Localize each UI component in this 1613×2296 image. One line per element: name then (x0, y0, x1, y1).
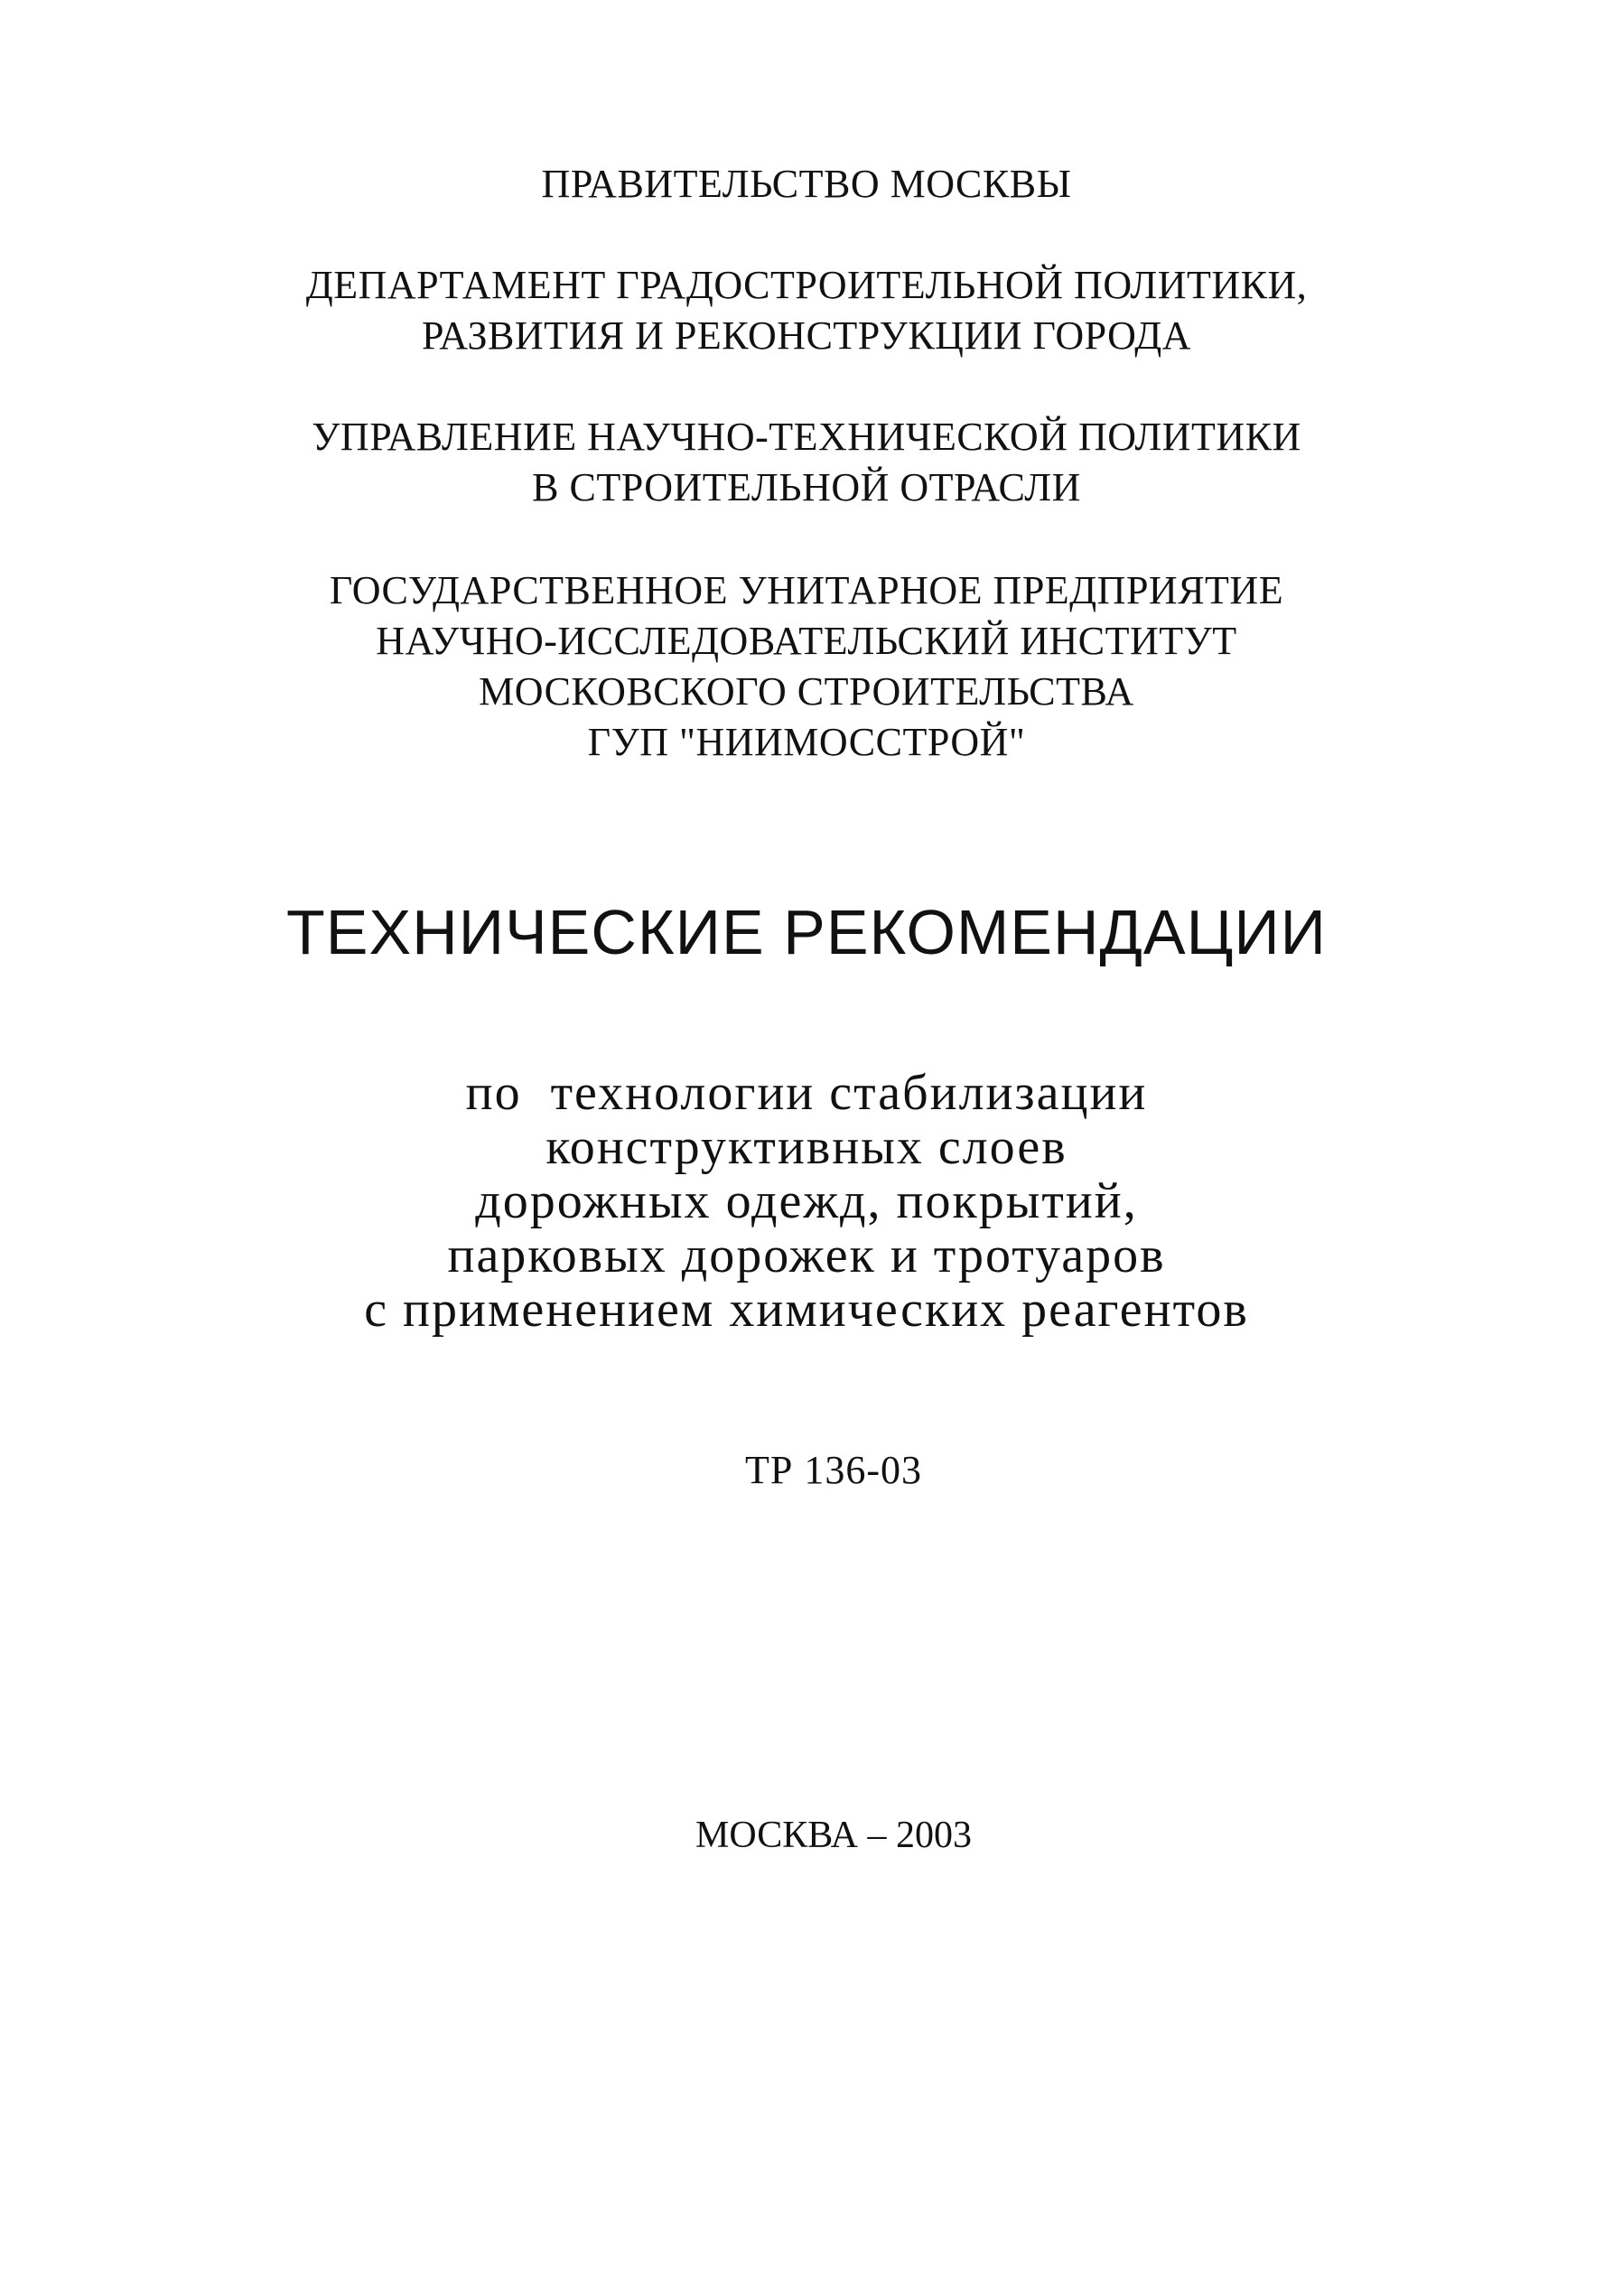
subject-line-5: с применением химических реагентов (364, 1282, 1249, 1338)
document-type-line: ТЕХНИЧЕСКИЕ РЕКОМЕНДАЦИИ (286, 897, 1327, 967)
department-line-1: ДЕПАРТАМЕНТ ГРАДОСТРОИТЕЛЬНОЙ ПОЛИТИКИ, (305, 263, 1308, 307)
government-line: ПРАВИТЕЛЬСТВО МОСКВЫ (541, 162, 1072, 206)
government-name (0, 159, 1613, 210)
place-and-year (0, 1810, 1613, 1861)
institute-line-4: ГУП "НИИМОССТРОЙ" (587, 720, 1026, 764)
subject-line-4: парковых дорожек и тротуаров (447, 1227, 1166, 1283)
document-subject (0, 1066, 1613, 1337)
directorate-line-2: В СТРОИТЕЛЬНОЙ ОТРАСЛИ (532, 465, 1081, 509)
document-type-title (0, 894, 1613, 970)
subject-line-1: по технологии стабилизации (465, 1065, 1148, 1121)
department-line-2: РАЗВИТИЯ И РЕКОНСТРУКЦИИ ГОРОДА (421, 313, 1192, 358)
institute-line-1: ГОСУДАРСТВЕННОЕ УНИТАРНОЕ ПРЕДПРИЯТИЕ (329, 568, 1284, 612)
institute-name (0, 565, 1613, 768)
document-code-line: ТР 136-03 (745, 1448, 922, 1492)
document-code (0, 1445, 1613, 1496)
department-name (0, 260, 1613, 361)
institute-line-2: НАУЧНО-ИССЛЕДОВАТЕЛЬСКИЙ ИНСТИТУТ (376, 619, 1237, 663)
subject-line-3: дорожных одежд, покрытий, (475, 1173, 1138, 1229)
place-year-line: МОСКВА – 2003 (695, 1815, 972, 1856)
subject-line-2: конструктивных слоев (545, 1119, 1068, 1175)
directorate-line-1: УПРАВЛЕНИЕ НАУЧНО-ТЕХНИЧЕСКОЙ ПОЛИТИКИ (312, 415, 1301, 459)
institute-line-3: МОСКОВСКОГО СТРОИТЕЛЬСТВА (479, 669, 1134, 714)
directorate-name (0, 412, 1613, 513)
